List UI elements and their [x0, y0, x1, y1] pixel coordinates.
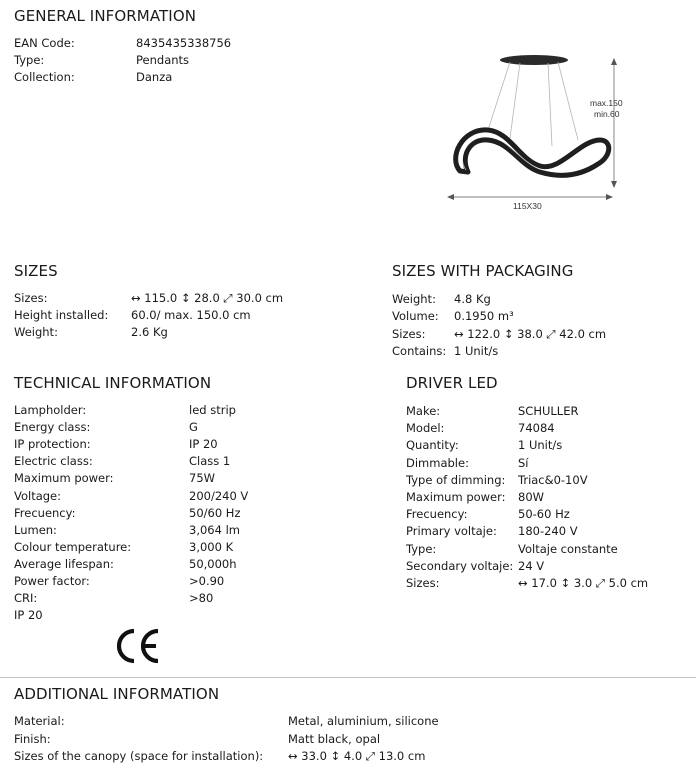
driver-row: [406, 542, 696, 556]
driver-led-heading: DRIVER LED: [406, 374, 498, 392]
driver-row-label: Maximum power:: [406, 490, 506, 504]
sizes-row: [14, 308, 414, 322]
driver-row-label: Make:: [406, 404, 441, 418]
driver-row-value: SCHULLER: [518, 404, 579, 418]
technical-row-label: Lampholder:: [14, 403, 87, 417]
technical-row: [14, 591, 414, 605]
additional-row-value: Metal, aluminium, silicone: [288, 714, 439, 728]
technical-row-label: Voltage:: [14, 488, 62, 503]
packaging-row-value: 0.1950 m³: [454, 309, 514, 324]
additional-row-label: Material:: [14, 714, 65, 728]
driver-row-value: 180-240 V: [518, 524, 578, 539]
technical-row-value: 3,000 K: [189, 539, 234, 554]
driver-row-value: 24 V: [518, 558, 545, 573]
driver-row-label: Type:: [406, 541, 437, 556]
driver-row: [406, 404, 696, 418]
technical-row: [14, 506, 414, 520]
general-row: [14, 36, 414, 50]
technical-row-label: Lumen:: [14, 522, 57, 537]
packaging-row: [392, 292, 696, 306]
packaging-row-value: 4.8 Kg: [454, 292, 491, 306]
packaging-row-value: ↔ 122.0 ↕ 38.0 ⤢ 42.0 cm: [454, 326, 607, 341]
technical-row-label: Power factor:: [14, 574, 90, 588]
technical-row: [14, 420, 414, 434]
technical-row-value: 3,064 lm: [189, 522, 240, 537]
additional-row-label: Finish:: [14, 731, 51, 746]
driver-row: [406, 576, 696, 590]
section-divider: [0, 677, 696, 678]
technical-row-label: IP protection:: [14, 437, 91, 452]
technical-row-value: 50/60 Hz: [189, 505, 241, 520]
technical-row-label: Average lifespan:: [14, 556, 114, 571]
technical-row: [14, 471, 414, 485]
technical-row-value: >0.90: [189, 574, 225, 588]
packaging-row: [392, 309, 696, 323]
general-row-label: EAN Code:: [14, 36, 75, 50]
product-dimension-diagram: [440, 48, 630, 213]
sizes-row-value: 2.6 Kg: [131, 325, 168, 339]
driver-row: [406, 524, 696, 538]
driver-row-value: Voltaje constante: [518, 541, 618, 556]
luminaire-ring-shape: [456, 130, 609, 175]
sizes-row-value: ↔ 115.0 ↕ 28.0 ⤢ 30.0 cm: [131, 291, 284, 305]
technical-row-value: G: [189, 420, 198, 435]
technical-row: [14, 557, 414, 571]
sizes-row: [14, 325, 414, 339]
driver-row-value: 80W: [518, 490, 545, 504]
driver-row-label: Type of dimming:: [406, 472, 506, 487]
technical-row-label: Energy class:: [14, 420, 91, 435]
general-row: [14, 53, 414, 67]
driver-row-value: 50-60 Hz: [518, 507, 570, 522]
technical-row: [14, 454, 414, 468]
sizes-row-label: Height installed:: [14, 308, 109, 322]
additional-row-value: ↔ 33.0 ↕ 4.0 ⤢ 13.0 cm: [288, 749, 426, 763]
general-row: [14, 70, 414, 84]
sizes-row-value: 60.0/ max. 150.0 cm: [131, 308, 251, 322]
sizes-row-label: Sizes:: [14, 291, 48, 305]
technical-row-value: 200/240 V: [189, 488, 249, 503]
sizes-row: [14, 291, 414, 305]
technical-row-value: >80: [189, 591, 214, 606]
technical-row: [14, 540, 414, 554]
driver-row-label: Secondary voltaje:: [406, 558, 514, 573]
driver-row-value: Sí: [518, 455, 529, 470]
driver-row: [406, 473, 696, 487]
general-row-label: Collection:: [14, 70, 75, 84]
technical-row-value: Class 1: [189, 454, 231, 469]
packaging-row-value: 1 Unit/s: [454, 343, 499, 358]
canopy-shape: [500, 55, 568, 65]
driver-row: [406, 438, 696, 452]
technical-row-label: Electric class:: [14, 454, 93, 469]
technical-information-heading: TECHNICAL INFORMATION: [14, 374, 212, 392]
driver-row: [406, 490, 696, 504]
height-min-label: min.60: [594, 109, 620, 119]
technical-row-label: Maximum power:: [14, 471, 114, 486]
driver-row-value: 74084: [518, 421, 555, 436]
driver-row-label: Quantity:: [406, 438, 459, 453]
driver-row-value: Triac&0-10V: [518, 472, 588, 487]
driver-row: [406, 507, 696, 521]
technical-row-label: Colour temperature:: [14, 539, 132, 554]
height-max-label: max.150: [590, 98, 623, 108]
ce-mark-icon: [114, 627, 162, 665]
sizes-row-label: Weight:: [14, 325, 58, 339]
driver-row-value: ↔ 17.0 ↕ 3.0 ⤢ 5.0 cm: [518, 576, 649, 590]
technical-row-label: Frecuency:: [14, 505, 76, 520]
width-depth-label: 115X30: [513, 201, 542, 211]
driver-row-label: Dimmable:: [406, 455, 469, 470]
general-row-value: Danza: [136, 70, 173, 84]
general-row-value: Pendants: [136, 53, 190, 67]
packaging-row-label: Weight:: [392, 292, 436, 306]
general-row-value: 8435435338756: [136, 36, 232, 50]
technical-row: [14, 489, 414, 503]
driver-row-value: 1 Unit/s: [518, 438, 563, 453]
sizes-heading: SIZES: [14, 262, 58, 280]
technical-row: [14, 608, 414, 622]
general-information-heading: GENERAL INFORMATION: [14, 7, 197, 25]
technical-row: [14, 574, 414, 588]
additional-information-heading: ADDITIONAL INFORMATION: [14, 685, 220, 703]
driver-row-label: Primary voltaje:: [406, 524, 497, 539]
packaging-row-label: Volume:: [392, 309, 439, 324]
driver-row: [406, 421, 696, 435]
packaging-row-label: Contains:: [392, 343, 447, 358]
driver-row-label: Frecuency:: [406, 507, 468, 522]
packaging-row: [392, 344, 696, 358]
technical-row-value: led strip: [189, 403, 236, 417]
driver-row: [406, 456, 696, 470]
driver-row-label: Model:: [406, 421, 445, 436]
packaging-heading: SIZES WITH PACKAGING: [392, 262, 574, 280]
technical-row-label: IP 20: [14, 608, 43, 623]
technical-row: [14, 403, 414, 417]
packaging-row: [392, 327, 696, 341]
packaging-row-label: Sizes:: [392, 326, 426, 341]
technical-row-value: 75W: [189, 471, 216, 486]
driver-row: [406, 559, 696, 573]
technical-row: [14, 437, 414, 451]
additional-row-label: Sizes of the canopy (space for installation):: [14, 749, 264, 763]
additional-row-value: Matt black, opal: [288, 731, 381, 746]
additional-row: [14, 714, 439, 728]
technical-row-value: IP 20: [189, 437, 218, 452]
driver-row-label: Sizes:: [406, 576, 440, 590]
technical-row: [14, 523, 414, 537]
general-row-label: Type:: [14, 53, 45, 67]
additional-row: [14, 749, 426, 763]
additional-row: [14, 732, 414, 746]
technical-row-value: 50,000h: [189, 556, 237, 571]
technical-row-label: CRI:: [14, 591, 38, 606]
